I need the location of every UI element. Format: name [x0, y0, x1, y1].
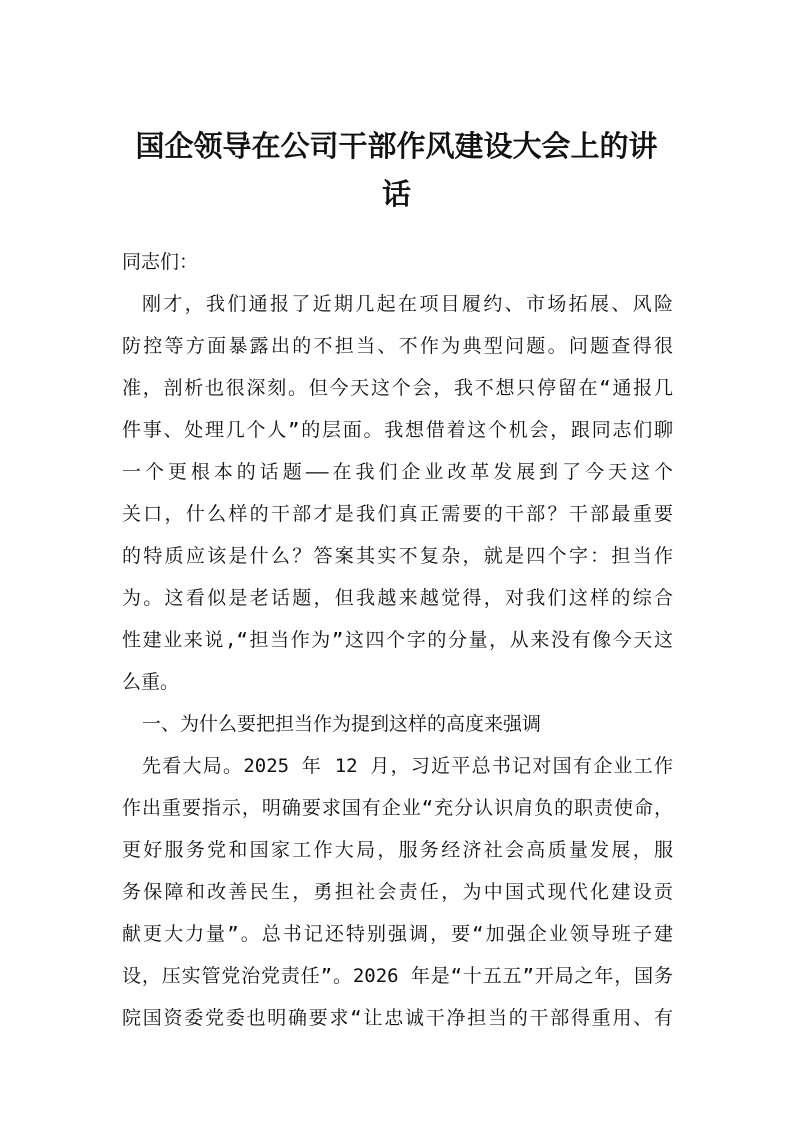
salutation: 同志们： — [122, 251, 199, 273]
paragraph-2-line-3: 更好服务党和国家工作大局，服务经济社会高质量发展，服 — [122, 839, 673, 861]
paragraph-1-line-8: 为。这看似是老话题，但我越来越觉得，对我们这样的综合 — [122, 587, 673, 609]
paragraph-1-line-10: 么重。 — [122, 671, 180, 693]
paragraph-1-line-9: 性建业来说,“担当作为”这四个字的分量，从来没有像今天这 — [122, 629, 673, 651]
paragraph-2-line-6: 设，压实管党治党责任”。2026 年是“十五五”开局之年，国务 — [122, 965, 673, 987]
document-title-line-1: 国企领导在公司干部作风建设大会上的讲 — [135, 129, 658, 163]
paragraph-2-line-7: 院国资委党委也明确要求“让忠诚干净担当的干部得重用、有 — [122, 1007, 673, 1029]
paragraph-2-line-1: 先看大局。2025 年 12 月，习近平总书记对国有企业工作 — [142, 755, 673, 777]
paragraph-1-line-6: 关口，什么样的干部才是我们真正需要的干部？干部最重要 — [122, 503, 673, 525]
paragraph-1-line-5: 一个更根本的话题——在我们企业改革发展到了今天这个 — [122, 461, 673, 483]
paragraph-2-line-5: 献更大力量”。总书记还特别强调，要“加强企业领导班子建 — [122, 923, 673, 945]
paragraph-2-line-2: 作出重要指示，明确要求国有企业“充分认识肩负的职责使命， — [122, 797, 673, 819]
paragraph-1-line-4: 件事、处理几个人”的层面。我想借着这个机会，跟同志们聊 — [122, 419, 673, 441]
paragraph-1-line-2: 防控等方面暴露出的不担当、不作为典型问题。问题查得很 — [122, 335, 673, 357]
paragraph-1-line-7: 的特质应该是什么？答案其实不复杂，就是四个字：担当作 — [122, 545, 673, 567]
paragraph-1-line-3: 准，剖析也很深刻。但今天这个会，我不想只停留在“通报几 — [122, 377, 673, 399]
paragraph-1-line-1: 刚才，我们通报了近期几起在项目履约、市场拓展、风险 — [142, 293, 673, 315]
section-heading-1: 一、为什么要把担当作为提到这样的高度来强调 — [142, 713, 542, 735]
paragraph-2-line-4: 务保障和改善民生，勇担社会责任，为中国式现代化建设贡 — [122, 881, 673, 903]
document-title-line-2: 话 — [381, 177, 411, 211]
